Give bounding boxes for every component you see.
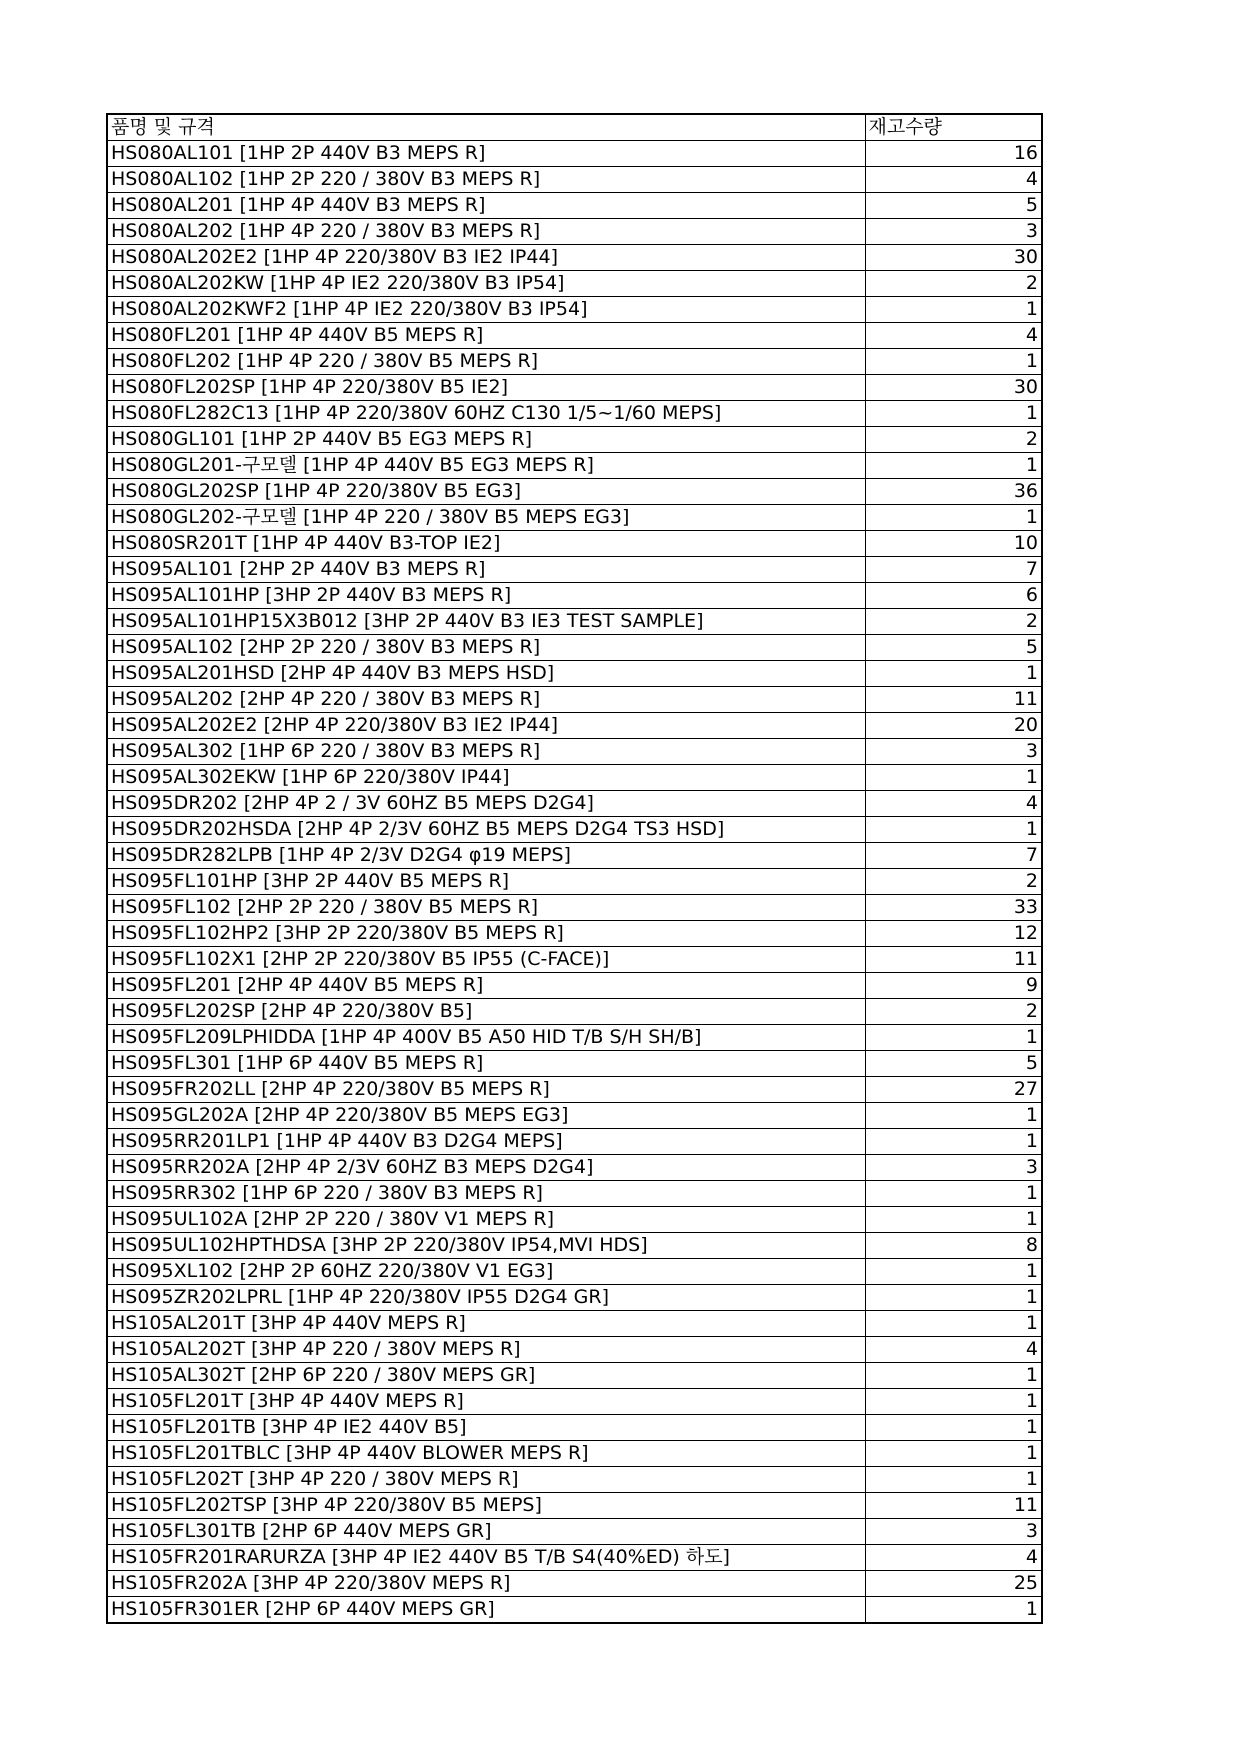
table-row: [107, 583, 1042, 609]
stock-qty: 27: [865, 1077, 1042, 1103]
item-spec: HS095FL202SP [2HP 4P 220/380V B5]: [107, 999, 865, 1025]
table-row: [107, 895, 1042, 921]
table-row: [107, 323, 1042, 349]
stock-qty: 6: [865, 583, 1042, 609]
table-row: [107, 557, 1042, 583]
stock-qty: 1: [865, 453, 1042, 479]
stock-qty: 1: [865, 1415, 1042, 1441]
item-spec: HS095FL102X1 [2HP 2P 220/380V B5 IP55 (C-FACE)]: [107, 947, 865, 973]
item-spec: HS095FR202LL [2HP 4P 220/380V B5 MEPS R]: [107, 1077, 865, 1103]
stock-qty: 1: [865, 1259, 1042, 1285]
item-spec: HS095DR202HSDA [2HP 4P 2/3V 60HZ B5 MEPS D2G4 TS3 HSD]: [107, 817, 865, 843]
stock-qty: 1: [865, 1363, 1042, 1389]
item-spec: HS095AL302EKW [1HP 6P 220/380V IP44]: [107, 765, 865, 791]
item-spec: HS105FL201T [3HP 4P 440V MEPS R]: [107, 1389, 865, 1415]
stock-qty: 30: [865, 245, 1042, 271]
item-spec: HS095FL102HP2 [3HP 2P 220/380V B5 MEPS R]: [107, 921, 865, 947]
item-spec: HS105FL201TBLC [3HP 4P 440V BLOWER MEPS R]: [107, 1441, 865, 1467]
stock-qty: 11: [865, 687, 1042, 713]
item-spec: HS095DR282LPB [1HP 4P 2/3V D2G4 φ19 MEPS]: [107, 843, 865, 869]
stock-qty: 8: [865, 1233, 1042, 1259]
stock-qty: 1: [865, 1311, 1042, 1337]
item-spec: HS095AL302 [1HP 6P 220 / 380V B3 MEPS R]: [107, 739, 865, 765]
item-spec: HS080AL101 [1HP 2P 440V B3 MEPS R]: [107, 141, 865, 167]
stock-qty: 1: [865, 1467, 1042, 1493]
stock-qty: 12: [865, 921, 1042, 947]
table-row: [107, 1597, 1042, 1624]
table-row: [107, 1207, 1042, 1233]
item-spec: HS095FL209LPHIDDA [1HP 4P 400V B5 A50 HID T/B S/H SH/B]: [107, 1025, 865, 1051]
table-row: [107, 271, 1042, 297]
table-row: [107, 1025, 1042, 1051]
table-row: [107, 375, 1042, 401]
stock-qty: 1: [865, 1103, 1042, 1129]
stock-qty: 3: [865, 219, 1042, 245]
header-row: [107, 114, 1042, 141]
table-row: [107, 245, 1042, 271]
item-spec: HS105AL302T [2HP 6P 220 / 380V MEPS GR]: [107, 1363, 865, 1389]
table-row: [107, 1545, 1042, 1571]
table-row: [107, 661, 1042, 687]
item-spec: HS105FL202T [3HP 4P 220 / 380V MEPS R]: [107, 1467, 865, 1493]
stock-qty: 2: [865, 271, 1042, 297]
table-row: [107, 739, 1042, 765]
stock-qty: 11: [865, 947, 1042, 973]
item-spec: HS105AL201T [3HP 4P 440V MEPS R]: [107, 1311, 865, 1337]
stock-qty: 4: [865, 1337, 1042, 1363]
stock-qty: 2: [865, 999, 1042, 1025]
header-name: 품명 및 규격: [107, 114, 865, 141]
table-row: [107, 1103, 1042, 1129]
stock-qty: 1: [865, 817, 1042, 843]
stock-qty: 1: [865, 1181, 1042, 1207]
item-spec: HS105FR301ER [2HP 6P 440V MEPS GR]: [107, 1597, 865, 1624]
table-row: [107, 765, 1042, 791]
item-spec: HS095RR201LP1 [1HP 4P 440V B3 D2G4 MEPS]: [107, 1129, 865, 1155]
stock-qty: 11: [865, 1493, 1042, 1519]
table-row: [107, 349, 1042, 375]
table-row: [107, 1311, 1042, 1337]
table-row: [107, 167, 1042, 193]
stock-qty: 5: [865, 193, 1042, 219]
table-row: [107, 1337, 1042, 1363]
item-spec: HS080GL202-구모델 [1HP 4P 220 / 380V B5 MEPS EG3]: [107, 505, 865, 531]
table-row: [107, 479, 1042, 505]
item-spec: HS080AL202 [1HP 4P 220 / 380V B3 MEPS R]: [107, 219, 865, 245]
table-row: [107, 1181, 1042, 1207]
item-spec: HS105FL201TB [3HP 4P IE2 440V B5]: [107, 1415, 865, 1441]
item-spec: HS095UL102HPTHDSA [3HP 2P 220/380V IP54,MVI HDS]: [107, 1233, 865, 1259]
stock-qty: 1: [865, 1025, 1042, 1051]
table-row: [107, 687, 1042, 713]
stock-qty: 2: [865, 609, 1042, 635]
item-spec: HS105FR201RARURZA [3HP 4P IE2 440V B5 T/B S4(40%ED) 하도]: [107, 1545, 865, 1571]
item-spec: HS095AL202 [2HP 4P 220 / 380V B3 MEPS R]: [107, 687, 865, 713]
table-row: [107, 453, 1042, 479]
item-spec: HS095AL202E2 [2HP 4P 220/380V B3 IE2 IP44]: [107, 713, 865, 739]
stock-qty: 4: [865, 791, 1042, 817]
table-row: [107, 973, 1042, 999]
item-spec: HS105FR202A [3HP 4P 220/380V MEPS R]: [107, 1571, 865, 1597]
table-row: [107, 1259, 1042, 1285]
item-spec: HS080GL201-구모델 [1HP 4P 440V B5 EG3 MEPS R]: [107, 453, 865, 479]
stock-qty: 10: [865, 531, 1042, 557]
stock-qty: 1: [865, 661, 1042, 687]
item-spec: HS080FL202SP [1HP 4P 220/380V B5 IE2]: [107, 375, 865, 401]
item-spec: HS080AL202KWF2 [1HP 4P IE2 220/380V B3 IP54]: [107, 297, 865, 323]
table-row: [107, 193, 1042, 219]
item-spec: HS080FL282C13 [1HP 4P 220/380V 60HZ C130 1/5~1/60 MEPS]: [107, 401, 865, 427]
item-spec: HS105AL202T [3HP 4P 220 / 380V MEPS R]: [107, 1337, 865, 1363]
table-body: [107, 141, 1042, 1624]
table-row: [107, 869, 1042, 895]
table-row: [107, 1363, 1042, 1389]
stock-qty: 5: [865, 635, 1042, 661]
item-spec: HS080GL101 [1HP 2P 440V B5 EG3 MEPS R]: [107, 427, 865, 453]
item-spec: HS095XL102 [2HP 2P 60HZ 220/380V V1 EG3]: [107, 1259, 865, 1285]
table-row: [107, 1129, 1042, 1155]
table-row: [107, 297, 1042, 323]
stock-qty: 33: [865, 895, 1042, 921]
item-spec: HS080GL202SP [1HP 4P 220/380V B5 EG3]: [107, 479, 865, 505]
item-spec: HS080AL202KW [1HP 4P IE2 220/380V B3 IP54]: [107, 271, 865, 297]
table-row: [107, 1441, 1042, 1467]
table-row: [107, 1493, 1042, 1519]
item-spec: HS095FL301 [1HP 6P 440V B5 MEPS R]: [107, 1051, 865, 1077]
item-spec: HS105FL202TSP [3HP 4P 220/380V B5 MEPS]: [107, 1493, 865, 1519]
stock-qty: 25: [865, 1571, 1042, 1597]
stock-qty: 16: [865, 141, 1042, 167]
item-spec: HS080AL102 [1HP 2P 220 / 380V B3 MEPS R]: [107, 167, 865, 193]
table-row: [107, 1389, 1042, 1415]
table-header: [107, 114, 1042, 141]
stock-qty: 2: [865, 869, 1042, 895]
item-spec: HS080AL201 [1HP 4P 440V B3 MEPS R]: [107, 193, 865, 219]
stock-qty: 5: [865, 1051, 1042, 1077]
stock-qty: 1: [865, 297, 1042, 323]
stock-qty: 4: [865, 167, 1042, 193]
stock-qty: 2: [865, 427, 1042, 453]
item-spec: HS095ZR202LPRL [1HP 4P 220/380V IP55 D2G4 GR]: [107, 1285, 865, 1311]
header-qty: 재고수량: [865, 114, 1042, 141]
stock-qty: 1: [865, 505, 1042, 531]
stock-qty: 1: [865, 1129, 1042, 1155]
stock-qty: 1: [865, 1389, 1042, 1415]
stock-qty: 36: [865, 479, 1042, 505]
stock-qty: 1: [865, 1207, 1042, 1233]
table-row: [107, 1467, 1042, 1493]
stock-qty: 4: [865, 323, 1042, 349]
item-spec: HS095FL101HP [3HP 2P 440V B5 MEPS R]: [107, 869, 865, 895]
table-row: [107, 505, 1042, 531]
stock-qty: 7: [865, 557, 1042, 583]
item-spec: HS095AL101HP15X3B012 [3HP 2P 440V B3 IE3 TEST SAMPLE]: [107, 609, 865, 635]
table-row: [107, 1415, 1042, 1441]
table-row: [107, 1233, 1042, 1259]
stock-qty: 1: [865, 1597, 1042, 1624]
stock-qty: 1: [865, 401, 1042, 427]
table-row: [107, 1077, 1042, 1103]
stock-qty: 1: [865, 1441, 1042, 1467]
item-spec: HS105FL301TB [2HP 6P 440V MEPS GR]: [107, 1519, 865, 1545]
item-spec: HS095AL201HSD [2HP 4P 440V B3 MEPS HSD]: [107, 661, 865, 687]
stock-qty: 7: [865, 843, 1042, 869]
stock-qty: 1: [865, 1285, 1042, 1311]
table-row: [107, 843, 1042, 869]
item-spec: HS095DR202 [2HP 4P 2 / 3V 60HZ B5 MEPS D2G4]: [107, 791, 865, 817]
table-row: [107, 1519, 1042, 1545]
item-spec: HS095RR202A [2HP 4P 2/3V 60HZ B3 MEPS D2G4]: [107, 1155, 865, 1181]
table-row: [107, 947, 1042, 973]
table-row: [107, 401, 1042, 427]
table-row: [107, 1571, 1042, 1597]
item-spec: HS095AL101HP [3HP 2P 440V B3 MEPS R]: [107, 583, 865, 609]
stock-qty: 4: [865, 1545, 1042, 1571]
item-spec: HS080FL202 [1HP 4P 220 / 380V B5 MEPS R]: [107, 349, 865, 375]
table-row: [107, 713, 1042, 739]
item-spec: HS095UL102A [2HP 2P 220 / 380V V1 MEPS R]: [107, 1207, 865, 1233]
item-spec: HS080SR201T [1HP 4P 440V B3-TOP IE2]: [107, 531, 865, 557]
stock-qty: 1: [865, 765, 1042, 791]
item-spec: HS095GL202A [2HP 4P 220/380V B5 MEPS EG3]: [107, 1103, 865, 1129]
stock-qty: 3: [865, 739, 1042, 765]
item-spec: HS080AL202E2 [1HP 4P 220/380V B3 IE2 IP44]: [107, 245, 865, 271]
item-spec: HS095RR302 [1HP 6P 220 / 380V B3 MEPS R]: [107, 1181, 865, 1207]
table-row: [107, 921, 1042, 947]
item-spec: HS095FL102 [2HP 2P 220 / 380V B5 MEPS R]: [107, 895, 865, 921]
stock-qty: 30: [865, 375, 1042, 401]
table-row: [107, 791, 1042, 817]
inventory-table: [106, 113, 1043, 1624]
stock-qty: 9: [865, 973, 1042, 999]
table-row: [107, 219, 1042, 245]
table-row: [107, 1155, 1042, 1181]
table-row: [107, 1051, 1042, 1077]
item-spec: HS095AL102 [2HP 2P 220 / 380V B3 MEPS R]: [107, 635, 865, 661]
table-row: [107, 141, 1042, 167]
stock-qty: 3: [865, 1519, 1042, 1545]
table-row: [107, 427, 1042, 453]
table-row: [107, 531, 1042, 557]
table-row: [107, 609, 1042, 635]
item-spec: HS080FL201 [1HP 4P 440V B5 MEPS R]: [107, 323, 865, 349]
item-spec: HS095AL101 [2HP 2P 440V B3 MEPS R]: [107, 557, 865, 583]
table-row: [107, 999, 1042, 1025]
item-spec: HS095FL201 [2HP 4P 440V B5 MEPS R]: [107, 973, 865, 999]
stock-qty: 3: [865, 1155, 1042, 1181]
table-row: [107, 1285, 1042, 1311]
table-row: [107, 635, 1042, 661]
table-row: [107, 817, 1042, 843]
stock-qty: 20: [865, 713, 1042, 739]
stock-qty: 1: [865, 349, 1042, 375]
